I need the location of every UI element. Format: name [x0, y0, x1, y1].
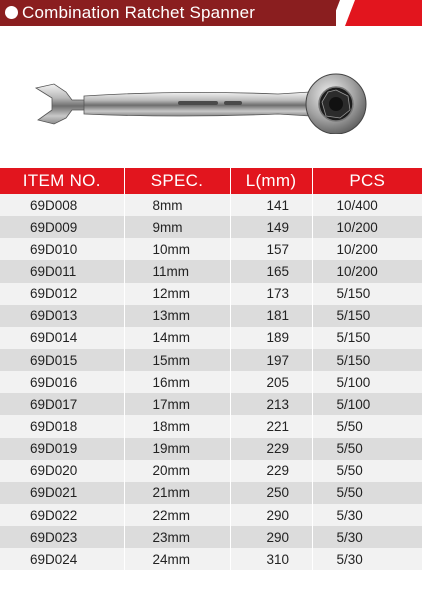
- pcs-cell: 10/200: [312, 216, 422, 238]
- length-cell: 189: [230, 327, 312, 349]
- item-no-cell: 69D010: [0, 238, 124, 260]
- length-cell: 157: [230, 238, 312, 260]
- pcs-cell: 5/150: [312, 305, 422, 327]
- pcs-cell: 5/150: [312, 327, 422, 349]
- spec-cell: 24mm: [124, 548, 230, 570]
- spec-cell: 15mm: [124, 349, 230, 371]
- length-cell: 165: [230, 260, 312, 282]
- item-no-cell: 69D020: [0, 460, 124, 482]
- spec-cell: 22mm: [124, 504, 230, 526]
- table-row: [0, 194, 422, 216]
- item-no-cell: 69D013: [0, 305, 124, 327]
- length-cell: 310: [230, 548, 312, 570]
- item-no-cell: 69D023: [0, 526, 124, 548]
- pcs-cell: 5/100: [312, 371, 422, 393]
- column-header-item-no: ITEM NO.: [0, 168, 124, 194]
- item-no-cell: 69D017: [0, 393, 124, 415]
- item-no-cell: 69D009: [0, 216, 124, 238]
- item-no-cell: 69D012: [0, 283, 124, 305]
- spec-cell: 8mm: [124, 194, 230, 216]
- bullet-circle-icon: [5, 6, 18, 19]
- pcs-cell: 5/150: [312, 283, 422, 305]
- combination-ratchet-spanner-image: [28, 70, 398, 134]
- length-cell: 290: [230, 504, 312, 526]
- header-slant: [330, 0, 340, 26]
- pcs-cell: 5/30: [312, 526, 422, 548]
- length-cell: 149: [230, 216, 312, 238]
- pcs-cell: 5/50: [312, 460, 422, 482]
- spec-cell: 12mm: [124, 283, 230, 305]
- spec-cell: 9mm: [124, 216, 230, 238]
- length-cell: 213: [230, 393, 312, 415]
- spec-cell: 11mm: [124, 260, 230, 282]
- table-header-row: [0, 168, 422, 194]
- spec-cell: 23mm: [124, 526, 230, 548]
- pcs-cell: 5/30: [312, 504, 422, 526]
- pcs-cell: 10/200: [312, 260, 422, 282]
- pcs-cell: 5/150: [312, 349, 422, 371]
- spec-cell: 19mm: [124, 438, 230, 460]
- column-header-length: L(mm): [230, 168, 312, 194]
- table-row: [0, 415, 422, 437]
- length-cell: 250: [230, 482, 312, 504]
- table-row: [0, 460, 422, 482]
- length-cell: 181: [230, 305, 312, 327]
- table-row: [0, 305, 422, 327]
- table-row: [0, 438, 422, 460]
- table-row: [0, 548, 422, 570]
- item-no-cell: 69D018: [0, 415, 124, 437]
- header-accent: [345, 0, 355, 26]
- column-header-spec: SPEC.: [124, 168, 230, 194]
- spec-cell: 10mm: [124, 238, 230, 260]
- table-row: [0, 283, 422, 305]
- length-cell: 197: [230, 349, 312, 371]
- item-no-cell: 69D015: [0, 349, 124, 371]
- table-row: [0, 526, 422, 548]
- table-row: [0, 238, 422, 260]
- item-no-cell: 69D008: [0, 194, 124, 216]
- item-no-cell: 69D022: [0, 504, 124, 526]
- pcs-cell: 5/50: [312, 438, 422, 460]
- pcs-cell: 10/400: [312, 194, 422, 216]
- spec-cell: 13mm: [124, 305, 230, 327]
- length-cell: 205: [230, 371, 312, 393]
- spec-cell: 18mm: [124, 415, 230, 437]
- spec-table: [0, 168, 422, 570]
- table-row: [0, 371, 422, 393]
- length-cell: 173: [230, 283, 312, 305]
- table-row: [0, 393, 422, 415]
- column-header-pcs: PCS: [312, 168, 422, 194]
- item-no-cell: 69D019: [0, 438, 124, 460]
- pcs-cell: 5/50: [312, 415, 422, 437]
- item-no-cell: 69D014: [0, 327, 124, 349]
- spec-cell: 21mm: [124, 482, 230, 504]
- table-row: [0, 482, 422, 504]
- header-accent-block: [355, 0, 422, 26]
- length-cell: 229: [230, 438, 312, 460]
- length-cell: 229: [230, 460, 312, 482]
- length-cell: 290: [230, 526, 312, 548]
- spec-cell: 20mm: [124, 460, 230, 482]
- length-cell: 141: [230, 194, 312, 216]
- spec-cell: 17mm: [124, 393, 230, 415]
- table-row: [0, 349, 422, 371]
- pcs-cell: 5/50: [312, 482, 422, 504]
- item-no-cell: 69D011: [0, 260, 124, 282]
- header-banner: [0, 0, 422, 26]
- length-cell: 221: [230, 415, 312, 437]
- item-no-cell: 69D016: [0, 371, 124, 393]
- pcs-cell: 5/100: [312, 393, 422, 415]
- table-row: [0, 216, 422, 238]
- item-no-cell: 69D021: [0, 482, 124, 504]
- table-row: [0, 504, 422, 526]
- pcs-cell: 5/30: [312, 548, 422, 570]
- spec-cell: 14mm: [124, 327, 230, 349]
- pcs-cell: 10/200: [312, 238, 422, 260]
- spec-table-body: [0, 194, 422, 570]
- page-title: Combination Ratchet Spanner: [22, 3, 256, 22]
- table-row: [0, 260, 422, 282]
- item-no-cell: 69D024: [0, 548, 124, 570]
- table-row: [0, 327, 422, 349]
- spec-cell: 16mm: [124, 371, 230, 393]
